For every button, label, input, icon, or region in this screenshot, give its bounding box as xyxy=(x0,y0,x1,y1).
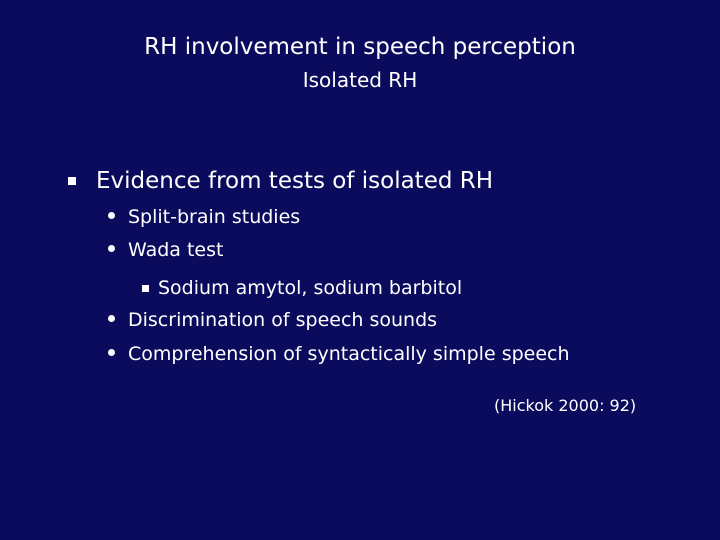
round-bullet-icon xyxy=(108,245,115,252)
main-point: Evidence from tests of isolated RH xyxy=(96,168,494,194)
slide-subtitle: Isolated RH xyxy=(302,68,418,92)
square-bullet-icon xyxy=(142,285,149,292)
list-item-wada-test: Wada test xyxy=(128,239,224,261)
citation: (Hickok 2000: 92) xyxy=(494,396,637,415)
list-item-discrimination: Discrimination of speech sounds xyxy=(128,309,438,331)
list-item-split-brain: Split-brain studies xyxy=(128,206,301,228)
round-bullet-icon xyxy=(108,212,115,219)
round-bullet-icon xyxy=(108,349,115,356)
slide-title: RH involvement in speech perception xyxy=(144,34,576,60)
sub-item-sodium: Sodium amytol, sodium barbitol xyxy=(158,277,463,299)
square-bullet-icon xyxy=(68,177,76,185)
round-bullet-icon xyxy=(108,315,115,322)
list-item-comprehension: Comprehension of syntactically simple speech xyxy=(128,343,570,365)
